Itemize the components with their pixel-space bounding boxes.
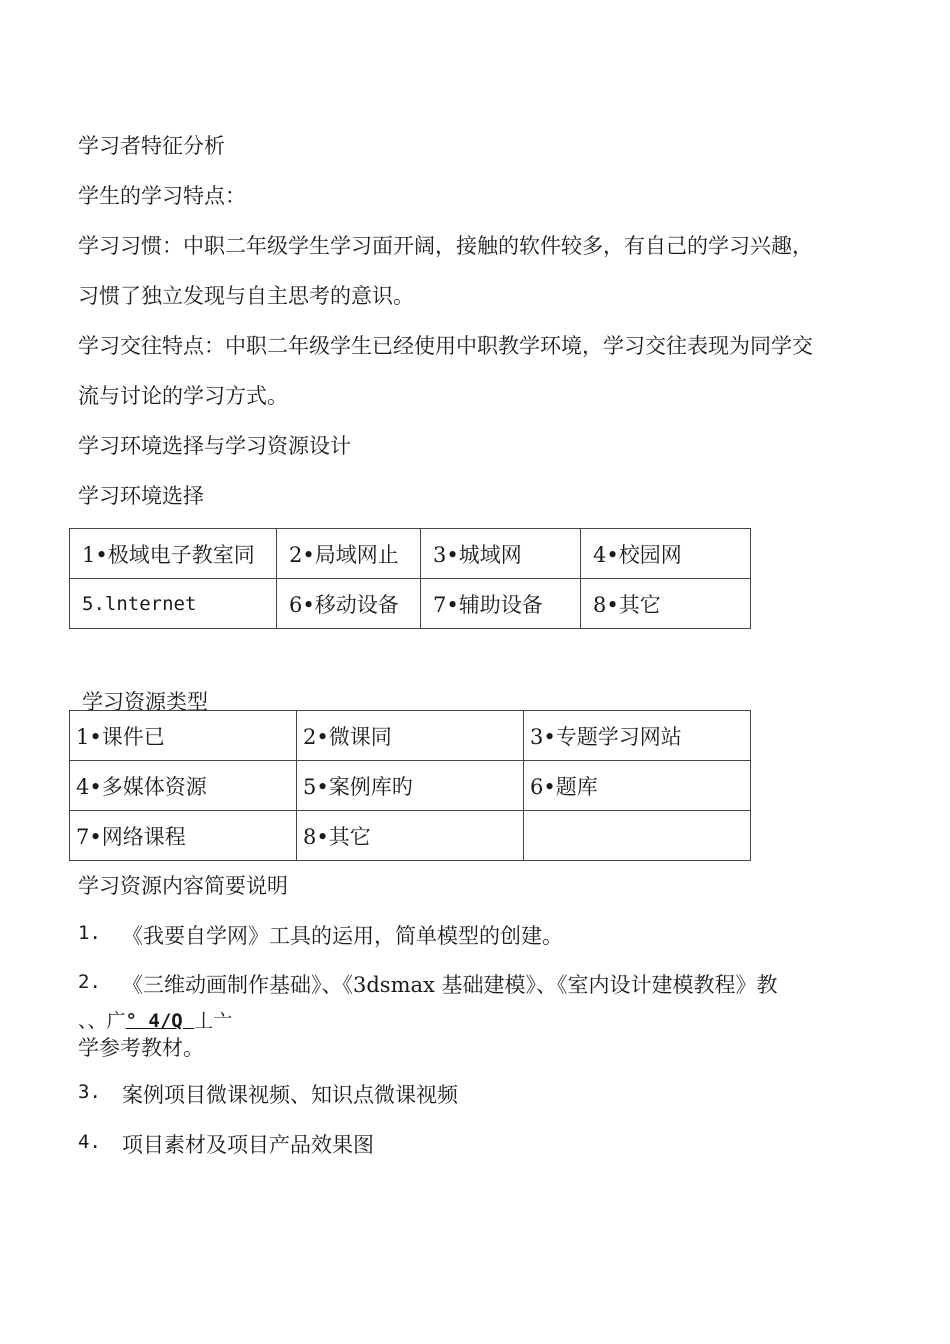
communication-text-line2: 流与讨论的学习方式。: [78, 384, 288, 408]
table-row: [70, 811, 751, 861]
list-number: 2.: [78, 971, 101, 993]
table-cell: 3•城域网: [421, 529, 581, 579]
habit-text-line2: 习惯了独立发现与自主思考的意识。: [78, 284, 414, 308]
table-cell: 8•其它: [297, 811, 524, 861]
list-item: 案例项目微课视频、知识点微课视频: [122, 1083, 458, 1107]
table-row: [70, 711, 751, 761]
heading-resource-description: 学习资源内容简要说明: [78, 874, 288, 898]
table-cell: 5.lnternet: [70, 579, 277, 629]
resource-type-table: [69, 710, 751, 861]
table-row: [70, 529, 751, 579]
table-cell: 4•多媒体资源: [70, 761, 297, 811]
list-number: 4.: [78, 1131, 101, 1153]
table-cell: 1•课件已: [70, 711, 297, 761]
garble-underlined: ° 4/Q: [125, 1010, 195, 1032]
table-cell: 6•题库: [524, 761, 751, 811]
table-cell: 1•极域电子教室同: [70, 529, 277, 579]
list-number: 3.: [78, 1081, 101, 1103]
table-cell: 4•校园网: [581, 529, 751, 579]
list-number: 1.: [78, 922, 101, 944]
list-item: 项目素材及项目产品效果图: [122, 1133, 374, 1157]
table-row: [70, 761, 751, 811]
table-row: [70, 579, 751, 629]
heading-student-traits: 学生的学习特点：: [78, 184, 246, 208]
heading-learner-analysis: 学习者特征分析: [78, 134, 225, 158]
list-item-continuation: 学参考教材。: [78, 1036, 204, 1060]
table-cell: 3•专题学习网站: [524, 711, 751, 761]
environment-table: [69, 528, 751, 629]
garble-prefix: 、、广: [78, 1010, 126, 1032]
table-cell: 8•其它: [581, 579, 751, 629]
table-cell: 5•案例库旳: [297, 761, 524, 811]
heading-environment-selection: 学习环境选择: [78, 484, 204, 508]
heading-resource-types: 学习资源类型: [82, 690, 208, 714]
garbled-ocr-line: [78, 1006, 232, 1033]
table-cell: 2•微课同: [297, 711, 524, 761]
table-cell: 7•辅助设备: [421, 579, 581, 629]
list-item: 《我要自学网》工具的运用，简单模型的创建。: [122, 924, 563, 948]
table-cell: 2•局域网止: [277, 529, 421, 579]
heading-environment-resources: 学习环境选择与学习资源设计: [78, 434, 351, 458]
table-cell: 6•移动设备: [277, 579, 421, 629]
table-cell: 7•网络课程: [70, 811, 297, 861]
garble-suffix: 丄亠: [194, 1010, 233, 1032]
communication-text-line1: 学习交往特点：中职二年级学生已经使用中职教学环境，学习交往表现为同学交: [78, 334, 813, 358]
table-cell: [524, 811, 751, 861]
habit-text-line1: 学习习惯：中职二年级学生学习面开阔，接触的软件较多，有自己的学习兴趣，: [78, 234, 813, 258]
list-item: 《三维动画制作基础》、《3dsmax 基础建模》、《室内设计建模教程》教: [122, 973, 778, 997]
